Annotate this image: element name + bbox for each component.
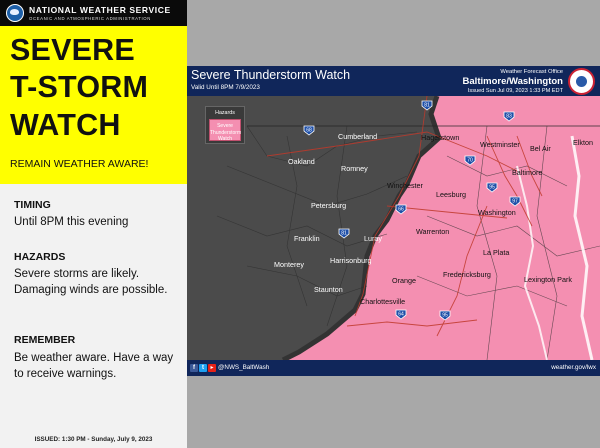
city-fredericksburg: Fredericksburg	[443, 270, 491, 279]
remain-aware-text: REMAIN WEATHER AWARE!	[10, 158, 149, 170]
nws-seal-icon	[568, 68, 595, 95]
watch-map	[187, 66, 600, 376]
title-banner	[0, 26, 187, 184]
youtube-icon[interactable]: ▸	[208, 364, 216, 372]
city-lexington-park: Lexington Park	[524, 275, 572, 284]
city-la-plata: La Plata	[483, 248, 510, 257]
timing-heading: TIMING	[14, 199, 51, 211]
website-link[interactable]: weather.gov/lwx	[551, 364, 596, 371]
svg-text:97: 97	[512, 198, 518, 205]
issued-timestamp: ISSUED: 1:30 PM - Sunday, July 9, 2023	[34, 436, 153, 443]
city-petersburg: Petersburg	[311, 201, 347, 210]
city-elkton: Elkton	[573, 138, 593, 147]
remember-text: Be weather aware. Have a way to receive warnings.	[14, 352, 174, 380]
highway-shield-81-south	[338, 226, 350, 244]
svg-text:95: 95	[442, 312, 448, 319]
social-handle[interactable]: @NWS_BaltWash	[218, 364, 270, 371]
map-header	[187, 66, 600, 96]
city-westminster: Westminster	[480, 140, 520, 149]
city-harrisonburg: Harrisonburg	[330, 256, 372, 265]
highway-shield-95-north	[486, 180, 498, 198]
twitter-icon[interactable]: t	[199, 364, 207, 372]
svg-text:81: 81	[424, 102, 430, 109]
highway-shield-81	[421, 98, 433, 116]
nws-logo-icon	[6, 4, 24, 22]
svg-text:70: 70	[467, 157, 473, 164]
svg-text:81: 81	[341, 230, 347, 237]
city-orange: Orange	[392, 276, 416, 285]
highway-shield-68	[303, 123, 315, 141]
agency-header	[0, 0, 187, 26]
svg-text:66: 66	[398, 206, 404, 213]
city-romney: Romney	[341, 164, 368, 173]
city-warrenton: Warrenton	[416, 227, 450, 236]
hazards-text: Severe storms are likely. Damaging winds are possible.	[14, 268, 168, 296]
highway-shield-95-south	[439, 308, 451, 326]
city-oakland: Oakland	[288, 157, 315, 166]
city-luray: Luray	[364, 234, 382, 243]
remember-heading: REMEMBER	[14, 334, 76, 346]
map-footer	[187, 360, 600, 376]
city-baltimore: Baltimore	[512, 168, 543, 177]
svg-text:83: 83	[506, 113, 512, 120]
city-leesburg: Leesburg	[436, 190, 466, 199]
title-line-2: T-STORM	[10, 70, 149, 104]
city-bel-air: Bel Air	[530, 144, 551, 153]
city-cumberland: Cumberland	[338, 132, 378, 141]
title-line-3: WATCH	[10, 108, 121, 142]
city-staunton: Staunton	[314, 285, 343, 294]
city-washington: Washington	[478, 208, 516, 217]
info-panel	[0, 0, 187, 448]
highway-shield-66	[395, 202, 407, 220]
title-line-1: SEVERE	[10, 33, 135, 67]
city-hagerstown: Hagerstown	[421, 133, 460, 142]
facebook-icon[interactable]: f	[190, 364, 198, 372]
highway-shield-83	[503, 109, 515, 127]
agency-subtitle: OCEANIC AND ATMOSPHERIC ADMINISTRATION	[29, 16, 151, 21]
map-valid-time: Valid Until 8PM 7/9/2023	[191, 84, 260, 91]
map-canvas	[187, 96, 600, 360]
svg-text:68: 68	[306, 127, 312, 134]
city-franklin: Franklin	[294, 234, 320, 243]
city-charlottesville: Charlottesville	[360, 297, 406, 306]
city-monterey: Monterey	[274, 260, 304, 269]
social-icons	[190, 364, 216, 372]
map-issued-time: Issued Sun Jul 09, 2023 1:33 PM EDT	[467, 88, 563, 94]
highway-shield-70	[464, 153, 476, 171]
office-label: Weather Forecast Office	[500, 69, 563, 75]
legend-title: Hazards	[215, 110, 235, 116]
city-winchester: Winchester	[387, 181, 423, 190]
svg-text:95: 95	[489, 184, 495, 191]
highway-shield-64	[395, 307, 407, 325]
agency-name: NATIONAL WEATHER SERVICE	[29, 5, 171, 15]
map-legend	[205, 106, 245, 144]
svg-text:64: 64	[398, 311, 404, 318]
timing-text: Until 8PM this evening	[14, 216, 129, 228]
hazards-heading: HAZARDS	[14, 251, 66, 263]
legend-item-watch: Severe Thunderstorm Watch	[209, 119, 241, 141]
map-title: Severe Thunderstorm Watch	[191, 68, 351, 82]
office-name: Baltimore/Washington	[462, 76, 563, 87]
